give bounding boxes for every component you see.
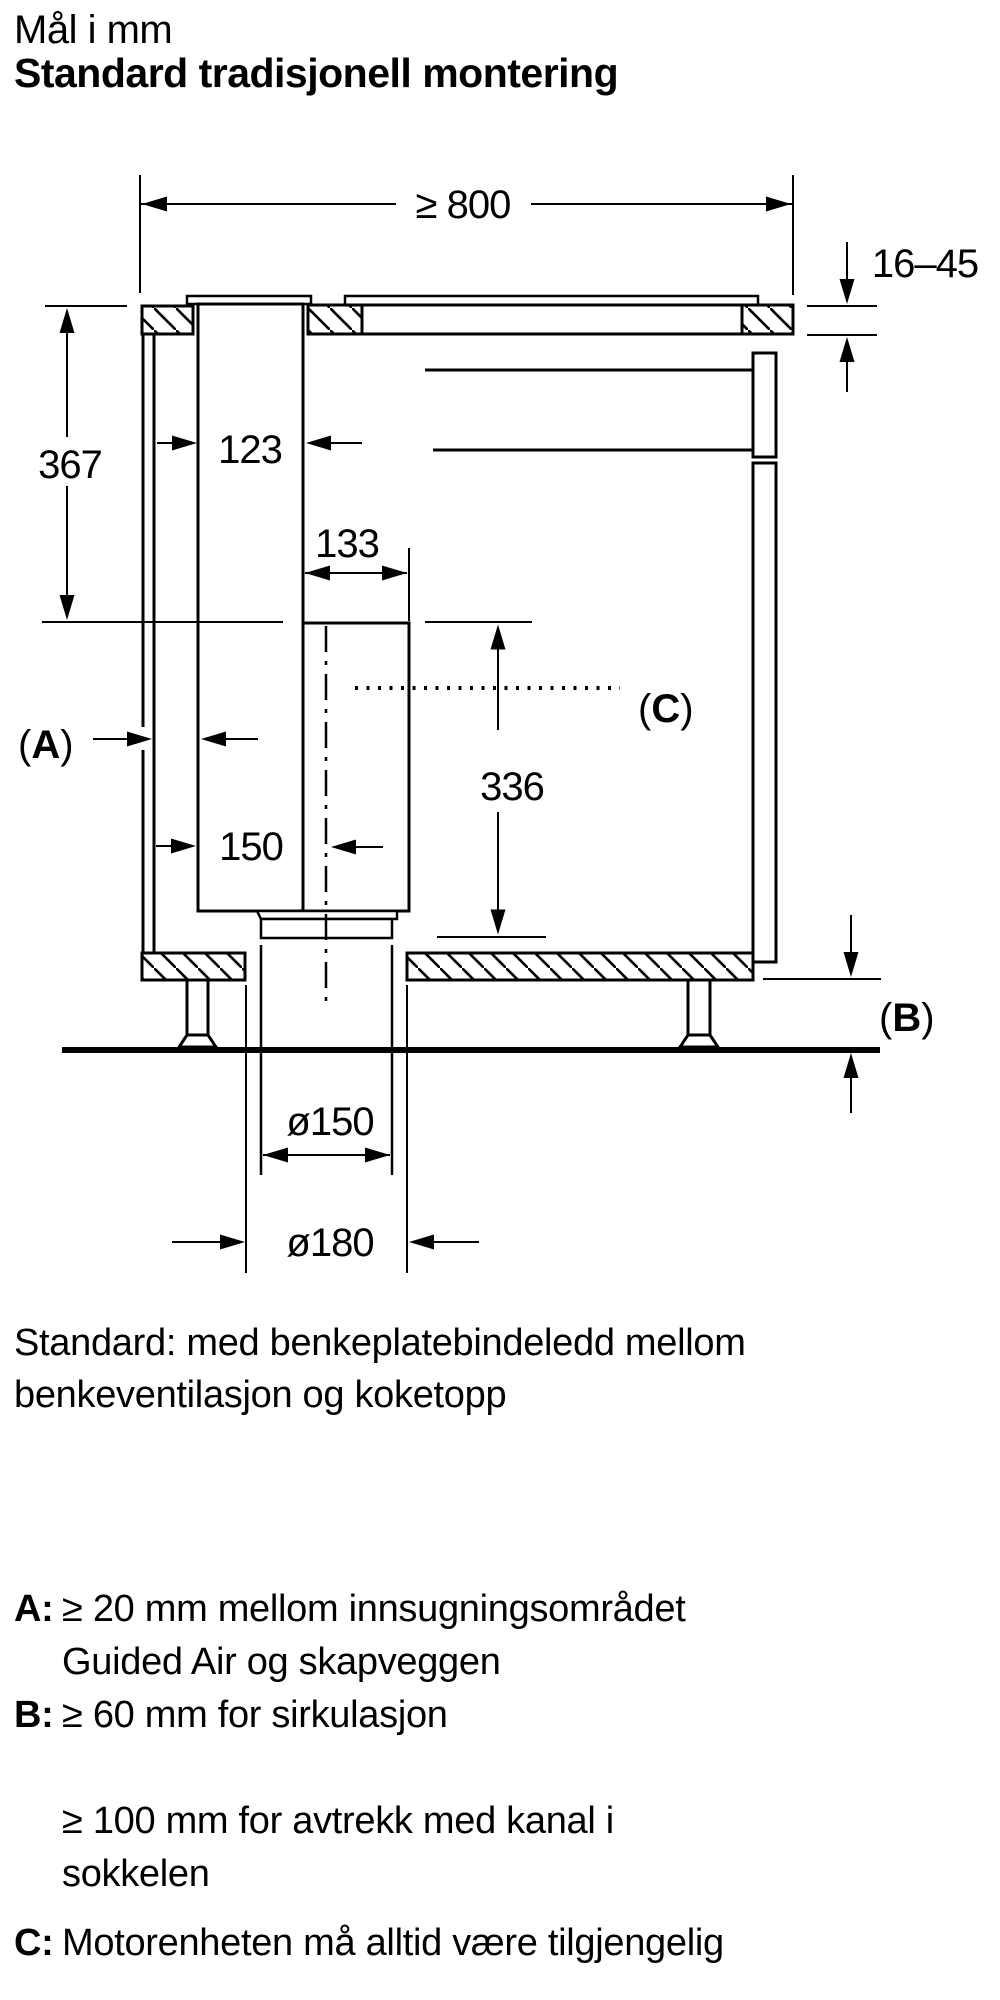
note-extra-line1: ≥ 100 mm for avtrekk med kanal i <box>62 1800 614 1842</box>
cabinet-bottom-left <box>142 953 245 980</box>
note-a-text: ≥ 20 mm mellom innsugningsområdet <box>62 1588 686 1630</box>
callout-b <box>763 915 935 1113</box>
svg-text:123: 123 <box>218 428 282 472</box>
svg-text:367: 367 <box>38 443 102 487</box>
dim-height-336 <box>425 622 546 937</box>
arrowhead-left-icon <box>142 197 167 212</box>
svg-text:ø180: ø180 <box>286 1221 374 1265</box>
note-intro-line2: benkeventilasjon og koketopp <box>14 1374 507 1416</box>
arrowhead-right-icon <box>365 1148 390 1163</box>
arrowhead-down-icon <box>491 910 506 935</box>
note-extra-line2: sokkelen <box>62 1853 210 1895</box>
note-b-line1 <box>14 1694 448 1737</box>
arrowhead-left-icon <box>409 1235 434 1250</box>
note-c-prefix: C: <box>14 1922 54 1964</box>
arrowhead-right-icon <box>766 197 791 212</box>
arrowhead-left-icon <box>263 1148 288 1163</box>
note-b-prefix: B: <box>14 1694 54 1736</box>
worktop-right-section <box>308 305 793 334</box>
svg-text:150: 150 <box>219 825 283 869</box>
note-c-line1 <box>14 1922 724 1965</box>
note-a-prefix: A: <box>14 1588 54 1630</box>
arrowhead-right-icon <box>172 436 197 451</box>
svg-text:(B): (B) <box>879 996 935 1040</box>
note-intro-line1: Standard: med benkeplatebindeledd mellom <box>14 1322 746 1364</box>
arrowhead-right-icon <box>220 1235 245 1250</box>
page-title: Standard tradisjonell montering <box>14 50 619 96</box>
cabinet-bottom-right <box>407 953 753 980</box>
chimney-body <box>198 304 303 911</box>
arrowhead-down-icon <box>840 279 855 304</box>
dim-dia-180 <box>172 1221 479 1265</box>
arrowhead-right-icon <box>382 566 407 581</box>
svg-text:336: 336 <box>480 765 544 809</box>
arrowhead-right-icon <box>127 732 152 747</box>
arrowhead-up-icon <box>491 625 506 650</box>
dim-dia-150 <box>263 1100 390 1163</box>
worktop-left-section <box>142 306 193 334</box>
arrowhead-up-icon <box>844 1053 859 1078</box>
svg-text:16–45: 16–45 <box>871 242 979 286</box>
arrowhead-right-icon <box>171 839 196 854</box>
dim-width-133 <box>305 522 409 621</box>
arrowhead-up-icon <box>60 308 75 333</box>
arrowhead-down-icon <box>844 952 859 977</box>
cabinet-left-wall <box>143 334 154 953</box>
cabinet-leg-right <box>680 980 718 1047</box>
arrowhead-down-icon <box>60 595 75 620</box>
dim-width-800 <box>140 175 793 295</box>
motor-unit <box>303 623 409 911</box>
units-note: Mål i mm <box>14 8 173 52</box>
svg-text:(A): (A) <box>18 723 74 767</box>
svg-text:(C): (C) <box>638 687 694 731</box>
svg-text:133: 133 <box>315 522 379 566</box>
note-a-line2: Guided Air og skapveggen <box>62 1641 501 1683</box>
dim-width-123 <box>157 428 362 472</box>
dim-worktop-thickness <box>807 242 978 392</box>
arrowhead-left-icon <box>305 566 330 581</box>
cabinet-right-wall <box>753 353 776 962</box>
note-a-line1 <box>14 1588 685 1631</box>
arrowhead-up-icon <box>840 337 855 362</box>
arrowhead-left-icon <box>306 436 331 451</box>
note-c-text: Motorenheten må alltid være tilgjengelig <box>62 1922 724 1964</box>
svg-text:ø150: ø150 <box>286 1100 374 1144</box>
cabinet-leg-left <box>179 980 216 1047</box>
note-b-text: ≥ 60 mm for sirkulasjon <box>62 1694 448 1736</box>
downdraft-chimney <box>187 296 311 911</box>
svg-text:≥ 800: ≥ 800 <box>415 183 511 227</box>
